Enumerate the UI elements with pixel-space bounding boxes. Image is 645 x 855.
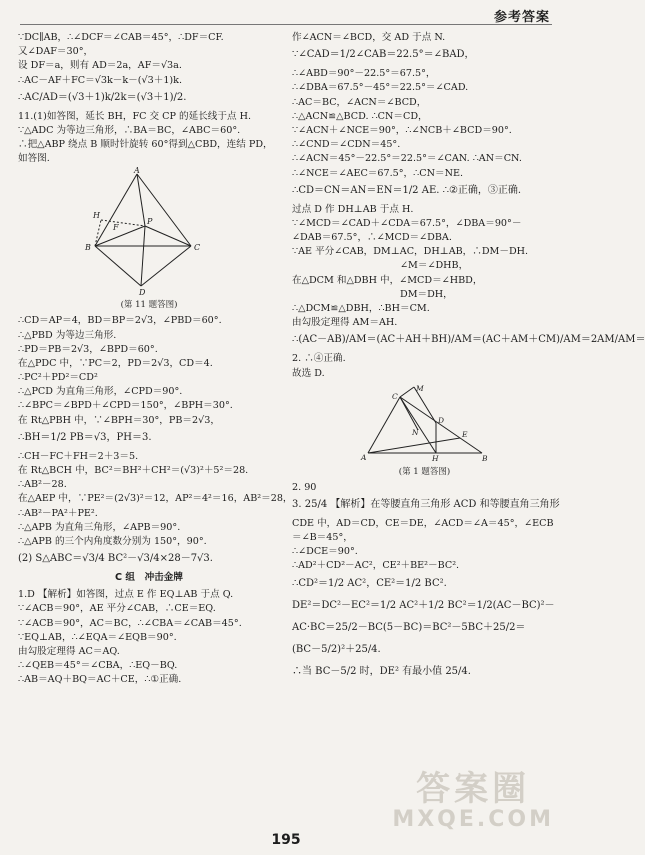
header-divider [20, 24, 552, 25]
label-c: C [391, 391, 398, 401]
text-line: ∠M＝∠DHB， [400, 260, 469, 272]
right-block-1 [292, 32, 645, 379]
text-line: ∵EQ⊥AB，∴∠EQA＝∠EQB＝90°. [18, 631, 177, 643]
edge-ab [95, 174, 137, 246]
text-line: ∠DAB＝67.5°，∴∠MCD＝∠DBA. [292, 232, 452, 244]
label-d: D [437, 415, 444, 425]
right-triangle-diagram [360, 383, 490, 463]
watermark-url: MXQE.COM [392, 807, 554, 832]
text-line: ∴△APB 为直角三角形，∠APB＝90°. [18, 521, 181, 533]
text-line: 由勾股定理得 AC＝AQ. [18, 645, 120, 657]
text-line: ∵∠ACB＝90°，AC＝BC，∴∠CBA＝∠CAB＝45°. [18, 617, 242, 629]
text-line: 3. 25/4 【解析】在等腰直角三角形 ACD 和等腰直角三角形 [292, 498, 560, 510]
left-column [18, 32, 293, 688]
text-line: ∴CD＝AP＝4，BD＝BP＝2√3，∠PBD＝60°. [18, 315, 222, 327]
text-line: (BC－5/2)²＋25/4. [292, 643, 381, 655]
text-line: ∴AB²－PA²＋PE². [18, 507, 98, 519]
text-line: ∴BH＝1/2 PB＝√3，PH＝3. [18, 431, 152, 443]
edge-ac [137, 174, 191, 246]
text-line: ∴△APB 的三个内角度数分别为 150°，90°. [18, 535, 207, 547]
text-line: ＝∠B＝45°， [292, 531, 353, 543]
figure-11-caption: (第 11 题答图) [120, 300, 178, 311]
text-line: ∴PC²＋PD²＝CD² [18, 372, 98, 384]
text-line: 11.(1)如答图，延长 BH，FC 交 CP 的延长线于点 H. [18, 110, 252, 122]
text-line: ∵△ADC 为等边三角形，∴BA＝BC，∠ABC＝60°. [18, 124, 241, 136]
text-line: ∴(AC－AB)/AM＝(AC＋AH＋BH)/AM＝(AC＋AM＋CM)/AM＝2AM/AM＝ [292, 334, 645, 346]
label-a: A [134, 166, 140, 176]
label-h: H [431, 453, 439, 463]
text-line: ∴把△ABP 绕点 B 顺时针旋转 60°得到△CBD，连结 PD， [18, 139, 273, 151]
text-line: DM＝DH， [400, 288, 453, 300]
text-line: ∵AE 平分∠CAB，DM⊥AC，DH⊥AB，∴DM－DH. [292, 246, 529, 258]
watermark-logo [392, 770, 554, 832]
edge-cn [400, 397, 418, 430]
text-line: ∴△ACN≌△BCD. ∴CN＝CD， [292, 110, 428, 122]
edge-bp [95, 226, 145, 246]
text-line: ∴CH－FC＋FH＝2＋3＝5. [18, 450, 139, 462]
label-h: H [93, 211, 100, 221]
label-m: M [415, 383, 424, 393]
edge-cd [141, 246, 191, 286]
edge-ae [368, 438, 460, 453]
text-line: ∴∠BPC＝∠BPD＋∠CPD＝150°，∠BPH＝30°. [18, 400, 233, 412]
edge-ap [137, 174, 145, 226]
page-number: 195 [271, 832, 301, 848]
text-line: ∴∠DCE＝90°. [292, 546, 358, 558]
text-line: 在△AEP 中，∵PE²＝(2√3)²＝12，AP²＝4²＝16，AB²＝28， [18, 493, 293, 505]
figure-1 [360, 383, 490, 463]
text-line: ∴△PBD 为等边三角形. [18, 329, 117, 341]
text-line: 过点 D 作 DH⊥AB 于点 H. [292, 203, 414, 215]
text-line: 1.D 【解析】如答图，过点 E 作 EQ⊥AB 于点 Q. [18, 589, 234, 601]
text-line: ∴AC－AF＋FC＝√3k－k－(√3＋1)k. [18, 74, 183, 86]
text-line: 故选 D. [292, 367, 325, 379]
triangle-diagram [79, 168, 219, 296]
text-line: ∴当 BC－5/2 时，DE² 有最小值 25/4. [292, 665, 471, 677]
text-line: ∴PD＝PB＝2√3，∠BPD＝60°. [18, 343, 158, 355]
label-p: P [147, 217, 153, 227]
edge-ac [368, 397, 400, 453]
text-line: ∵∠MCD＝∠CAD＋∠CDA＝67.5°，∠DBA＝90°－ [292, 217, 522, 229]
edge-cm [400, 387, 414, 397]
label-a: A [360, 452, 366, 462]
text-line: 设 DF＝a，则有 AD＝2a，AF＝√3a. [18, 60, 182, 72]
text-line: ∴AD²＋CD²－AC²，CE²＋BE²－BC². [292, 560, 460, 572]
edge-cb [400, 397, 482, 453]
label-c: C [194, 243, 201, 253]
label-d: D [139, 288, 146, 298]
text-line: ∴CD²＝1/2 AC²，CE²＝1/2 BC². [292, 577, 447, 589]
text-line: DE²＝DC²－EC²＝1/2 AC²＋1/2 BC²＝1/2(AC－BC)²－ [292, 599, 555, 611]
text-line: ∴△DCM≌△DBH，∴BH＝CM. [292, 303, 430, 314]
text-line: ∴AB＝AQ＋BQ＝AC＋CE，∴①正确. [18, 674, 182, 686]
text-line: 又∠DAF＝30°， [18, 46, 94, 58]
text-line: 由勾股定理得 AM＝AH. [292, 317, 398, 329]
text-line: ∵∠ACB＝90°，AE 平分∠CAB，∴CE＝EQ. [18, 603, 216, 615]
left-block-3 [18, 589, 280, 685]
text-line: 在△PDC 中，∵PC＝2，PD＝2√3，CD＝4. [18, 357, 213, 369]
right-block-2 [292, 481, 560, 681]
text-line: ∴AC/AD＝(√3＋1)k/2k＝(√3＋1)/2. [18, 91, 187, 103]
text-line: ∴∠CND＝∠CDN＝45°. [292, 139, 401, 151]
text-line: ∴∠NCE＝∠AEC＝67.5°，∴CN＝NE. [292, 167, 464, 179]
text-line: ∴∠QEB＝45°＝∠CBA，∴EQ－BQ. [18, 660, 178, 672]
edge-bh [95, 220, 101, 246]
text-line: 如答图. [18, 153, 50, 165]
text-line: ∴△PCD 为直角三角形，∠CPD＝90°. [18, 386, 183, 398]
text-line: ∵∠ACN＋∠NCE＝90°，∴∠NCB＋∠BCD＝90°. [292, 124, 512, 136]
figure-1-caption: (第 1 题答图) [398, 466, 451, 477]
text-line: ∴∠ACN＝45°－22.5°＝22.5°＝∠CAN. ∴AN＝CN. [292, 153, 522, 165]
text-line: ∵DC∥AB，∴∠DCF＝∠CAB＝45°，∴DF＝CF. [18, 32, 224, 43]
label-b: B [481, 453, 488, 463]
left-block-2 [18, 315, 293, 568]
label-e: E [461, 429, 467, 439]
text-line: ∴AC＝BC，∠ACN＝∠BCD， [292, 96, 427, 108]
figure-11 [79, 168, 219, 296]
text-line: 在 Rt△PBH 中，∵∠BPH＝30°，PB＝2√3， [18, 414, 220, 426]
text-line: 2. ∴④正确. [292, 353, 346, 365]
text-line: (2) S△ABC＝√3/4 BC²－√3/4×28－7√3. [18, 553, 213, 565]
text-line: AC·BC＝25/2－BC(5－BC)＝BC²－5BC＋25/2＝ [292, 621, 526, 633]
text-line: ∵∠CAD＝1/2∠CAB＝22.5°＝∠BAD， [292, 49, 475, 61]
watermark-text: 答案圈 [416, 769, 531, 809]
edge-pd [141, 226, 145, 286]
section-c-heading: C 组 冲击金牌 [115, 572, 183, 584]
text-line: CDE 中，AD＝CD，CE＝DE，∠ACD＝∠A＝45°，∠ECB [292, 517, 554, 529]
text-line: ∴AB²－28. [18, 479, 67, 491]
header-title: 参考答案 [493, 10, 550, 25]
left-block-1 [18, 32, 280, 164]
text-line: 2. 90 [292, 481, 317, 493]
text-line: ∴CD＝CN＝AN＝EN＝1/2 AE. ∴②正确，③正确. [292, 184, 522, 196]
right-column [292, 32, 645, 685]
label-n: N [411, 427, 419, 437]
edge-bd [95, 246, 141, 286]
text-line: 在 Rt△BCH 中，BC²＝BH²＋CH²＝(√3)²＋5²＝28. [18, 465, 249, 476]
text-line: 在△DCM 和△DBH 中，∠MCD＝∠HBD， [292, 274, 483, 286]
text-line: ∴∠DBA＝67.5°－45°＝22.5°＝∠CAD. [292, 82, 469, 94]
text-line: 作∠ACN＝∠BCD，交 AD 于点 N. [292, 32, 446, 43]
text-line: ∴∠ABD＝90°－22.5°＝67.5°， [292, 68, 436, 80]
label-f: F [113, 223, 119, 233]
label-b: B [85, 243, 91, 253]
